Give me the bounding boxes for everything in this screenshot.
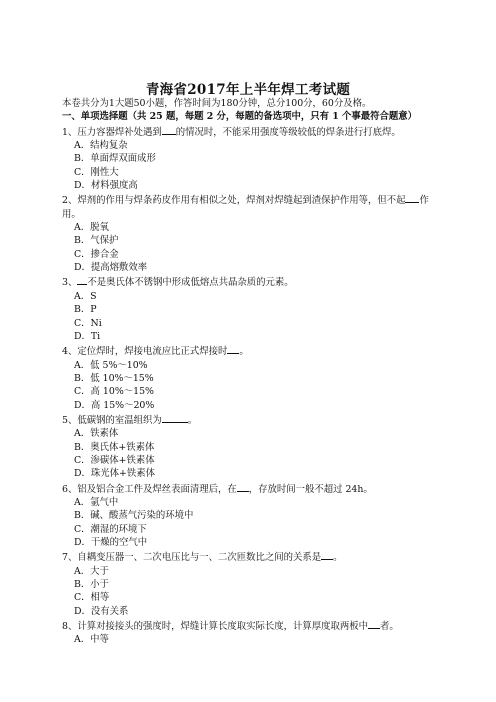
option-a: A．低 5%～10%: [74, 359, 148, 371]
question-stem-end: 不是奥氏体不锈钢中形成低熔点共晶杂质的元素。: [87, 277, 294, 289]
option-d: D．高 15%～20%: [74, 399, 155, 411]
option-b: B．单面焊双面成形: [74, 153, 156, 165]
question-3: [62, 274, 434, 289]
question-stem-end: 。: [187, 414, 198, 426]
exam-content: [62, 97, 434, 647]
answer-blank: [237, 481, 249, 492]
question-stem-start: 3、: [62, 277, 78, 289]
question-stem-start: 6、铝及铝合金工件及焊丝表面清理后，在: [62, 483, 237, 495]
question-stem-end: 。: [333, 552, 343, 564]
question-list: [62, 124, 434, 647]
option-c: C．高 10%～15%: [74, 386, 154, 398]
option-d: D．干燥的空气中: [74, 537, 148, 548]
answer-blank: [162, 124, 176, 135]
option-a: A．中等: [74, 634, 109, 646]
option-a: A．氩气中: [74, 496, 119, 508]
option-d: D．没有关系: [74, 605, 129, 617]
option-d: D．珠光体+铁素体: [74, 468, 155, 480]
option-d: D．材料强度高: [74, 180, 138, 192]
section-heading: 一、单项选择题（共 25 题，每题 2 分，每题的备选项中，只有 1 个事最符合题意）: [62, 111, 418, 123]
question-stem-end: ，存放时间一般不超过 24h。: [248, 483, 373, 495]
option-c: C．潮湿的环境下: [74, 523, 147, 535]
question-stem-end: 。: [239, 346, 249, 358]
option-b: B．P: [74, 304, 97, 316]
question-stem-end: 作用。: [62, 195, 429, 220]
option-d: D．Ti: [74, 330, 101, 342]
option-a: A．结构复杂: [74, 140, 128, 152]
question-4: [62, 343, 434, 358]
question-stem-start: 2、焊剂的作用与焊条药皮作用有相似之处，焊剂对焊缝起到渣保护作用等，但不起: [62, 195, 406, 207]
option-c: C．相等: [74, 592, 110, 604]
question-2: [62, 192, 434, 221]
option-b: B．碱、酸蒸气污染的环境中: [74, 510, 194, 522]
answer-blank: [405, 192, 419, 203]
question-8: [62, 618, 434, 633]
question-stem-start: 1、压力容器焊补处遇到: [62, 126, 162, 138]
question-7: [62, 549, 434, 564]
answer-blank: [227, 343, 239, 354]
option-d: D．提高熔敷效率: [74, 262, 148, 274]
option-a: A．脱氧: [74, 222, 109, 234]
question-stem-start: 4、定位焊时，焊接电流应比正式焊接时: [62, 346, 228, 358]
question-6: [62, 481, 434, 496]
answer-blank: [368, 618, 380, 629]
option-c: C．掺合金: [74, 248, 119, 260]
option-b: B．气保护: [74, 235, 119, 247]
page-title: 青海省2017年上半年焊工考试题: [145, 82, 351, 98]
question-stem-start: 7、自耦变压器一、二次电压比与一、二次匝数比之间的关系是: [62, 552, 322, 564]
option-a: A．S: [74, 290, 97, 302]
option-a: A．大于: [74, 565, 109, 577]
question-stem-start: 8、计算对接接头的强度时，焊缝计算长度取实际长度，计算厚度取两板中: [62, 621, 368, 633]
exam-intro: 本卷共分为1大题50小题，作答时间为180分钟，总分100分，60分及格。: [62, 98, 372, 109]
question-stem-end: 的情况时，不能采用强度等级较低的焊条进行打底焊。: [175, 126, 401, 138]
answer-blank: [77, 274, 87, 285]
question-1: [62, 124, 434, 139]
option-c: C．刚性大: [74, 166, 119, 178]
answer-blank: [162, 412, 188, 423]
option-a: A．铁素体: [74, 428, 119, 440]
question-5: [62, 412, 434, 427]
option-b: B．小于: [74, 579, 110, 591]
option-c: C．Ni: [74, 317, 102, 329]
option-c: C．渗碳体+铁素体: [74, 454, 155, 466]
option-b: B．奥氏体+铁素体: [74, 441, 155, 453]
question-stem-end: 者。: [379, 621, 399, 633]
answer-blank: [321, 549, 333, 560]
option-b: B．低 10%～15%: [74, 372, 154, 384]
question-stem-start: 5、低碳钢的室温组织为: [62, 414, 162, 426]
